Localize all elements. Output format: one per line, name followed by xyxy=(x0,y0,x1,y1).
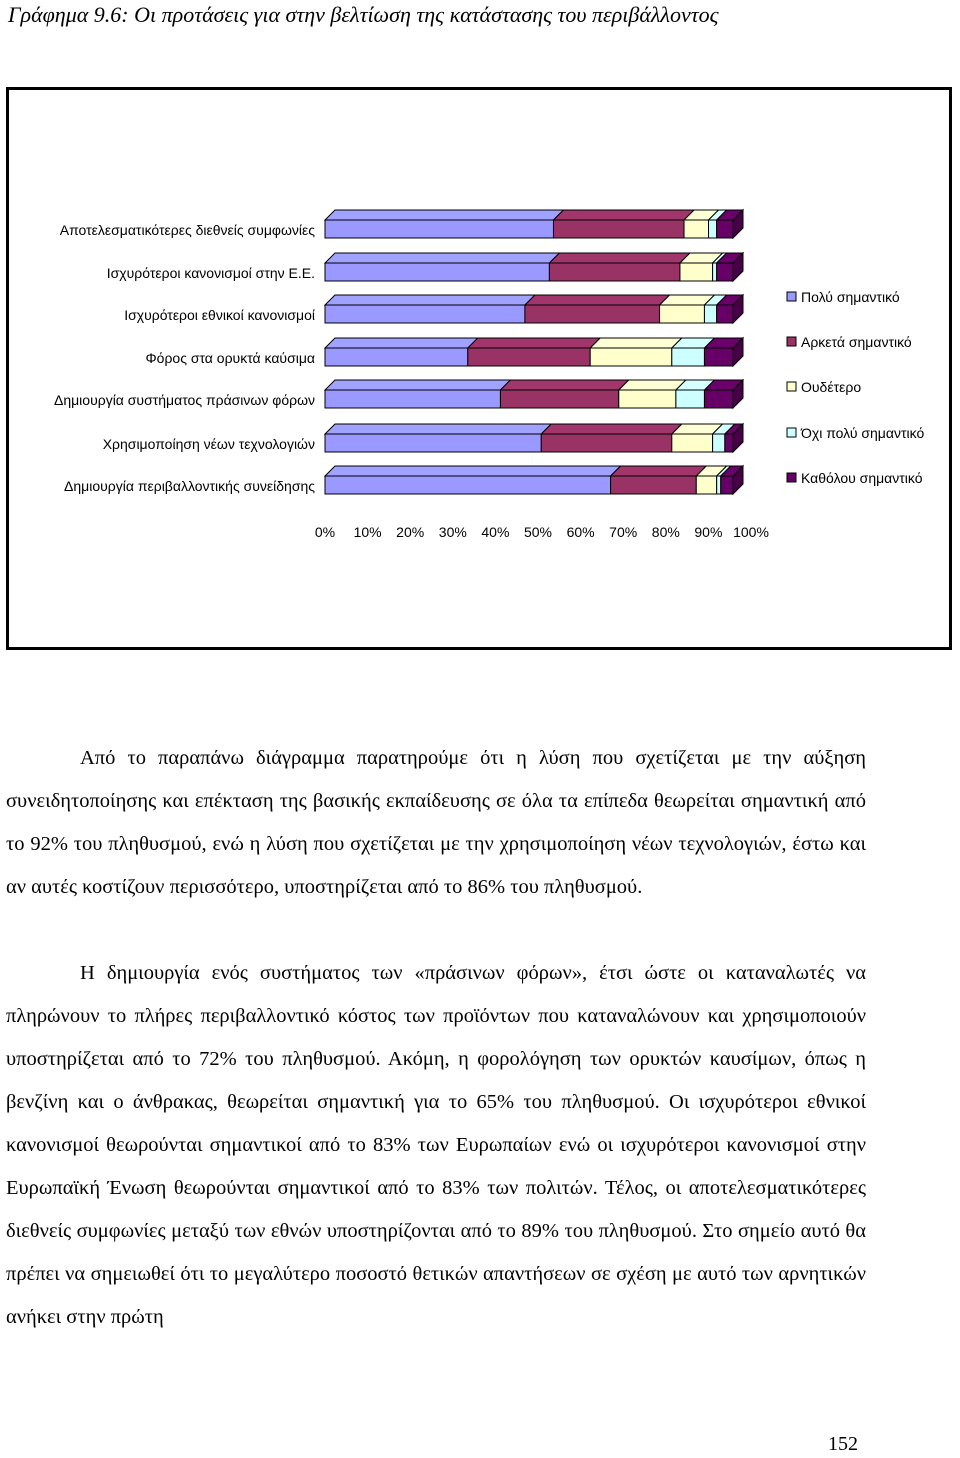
x-tick-label: 50% xyxy=(523,524,553,540)
legend-label: Καθόλου σημαντικό xyxy=(801,470,923,486)
bar-segment xyxy=(704,305,716,323)
x-tick-label: 10% xyxy=(353,524,382,540)
bar-segment xyxy=(717,220,733,238)
bar-segment-top xyxy=(325,466,621,476)
bar-segment-top xyxy=(500,380,628,390)
legend-swatch xyxy=(787,382,796,391)
bar-segment xyxy=(619,390,676,408)
figure-caption: Γράφημα 9.6: Οι προτάσεις για στην βελτίωση της κατάστασης του περιβάλλοντος xyxy=(8,2,719,27)
bar-segment xyxy=(680,263,713,281)
x-tick-label: 40% xyxy=(481,524,510,540)
bar-segment xyxy=(676,390,705,408)
paragraph-1-text: Από το παραπάνω διάγραμμα παρατηρούμε ότι η λύση που σχετίζεται με την αύξηση συνειδητοποίησης και επέκταση της βασικής εκπαίδευσης σε όλα τα επίπεδα θεωρείται σημαντική από το 92% του πληθυσμού, ενώ η λύση που σχετίζεται με την χρησιμοποίηση νέων τεχνολογιών, έστω και αν αυτές κοστίζουν περισσότερο, υποστηρίζεται από το 86% του πληθυσμού. xyxy=(6,747,866,898)
category-label: Δημιουργία περιβαλλοντικής συνείδησης xyxy=(64,478,315,494)
bar-segment xyxy=(717,263,733,281)
bar-segment-top xyxy=(549,253,690,263)
bar-segment-top xyxy=(590,338,682,348)
bar-segment xyxy=(500,390,618,408)
bar-segment-top xyxy=(325,253,559,263)
bar-segment-top xyxy=(325,338,478,348)
legend-swatch xyxy=(787,428,796,437)
legend-label: Αρκετά σημαντικό xyxy=(801,334,912,350)
bar-segment xyxy=(325,434,541,452)
bar-segment-top xyxy=(468,338,600,348)
bar-segment xyxy=(684,220,708,238)
bar-segment xyxy=(704,390,733,408)
bar-segment xyxy=(721,476,733,494)
bar-segment-top xyxy=(325,424,551,434)
bar-segment-top xyxy=(553,210,694,220)
bar-segment xyxy=(325,390,500,408)
bar-segment xyxy=(725,434,733,452)
bar-segment-top xyxy=(325,380,510,390)
legend-swatch xyxy=(787,337,796,346)
bar-segment-top xyxy=(325,295,535,305)
bar-segment xyxy=(325,263,549,281)
page-number: 152 xyxy=(828,1433,858,1455)
bar-segment xyxy=(468,348,590,366)
paragraph-2-text: Η δημιουργία ενός συστήματος των «πράσινων φόρων», έτσι ώστε οι καταναλωτές να πληρώνουν το πλήρες περιβαλλοντικό κόστος των προϊόντων που καταναλώνουν και χρησιμοποιούν υποστηρίζεται από το 72% του πληθυσμού. Ακόμη, η φορολόγηση των ορυκτών καυσίμων, όπως η βενζίνη και ο άνθρακας, θεωρείται σημαντική για το 65% του πληθυσμού. Οι ισχυρότεροι εθνικοί κανονισμοί θεωρούνται σημαντικοί από το 83% των Ευρωπαίων ενώ οι ισχυρότεροι κανονισμοί στην Ευρωπαϊκή Ένωση θεωρούνται σημαντικοί από το 83% των πολιτών. Τέλος, οι αποτελεσματικότερες διεθνείς συμφωνίες μεταξύ των εθνών υποστηρίζονται από το 89% του πληθυσμού. Στο σημείο αυτό θα πρέπει να σημειωθεί ότι το μεγαλύτερο ποσοστό θετικών απαντήσεων σε σχέση με αυτό των αρνητικών ανήκει στην πρώτη xyxy=(6,962,866,1328)
bar-segment xyxy=(325,348,468,366)
chart-frame xyxy=(6,87,952,650)
bar-segment xyxy=(549,263,680,281)
bar-segment xyxy=(672,434,713,452)
legend-label: Πολύ σημαντικό xyxy=(801,289,900,305)
bar-segment xyxy=(713,263,717,281)
bar-segment xyxy=(704,348,733,366)
bar-segment-top xyxy=(619,380,686,390)
bar-segment xyxy=(709,220,717,238)
bar-segment xyxy=(660,305,705,323)
bar-segment xyxy=(553,220,684,238)
bar-segment xyxy=(325,476,611,494)
paragraph-2 xyxy=(6,952,866,1339)
bar-segment xyxy=(325,305,525,323)
stacked-bar-chart xyxy=(9,90,955,653)
legend-swatch xyxy=(787,473,796,482)
bar-segment xyxy=(525,305,660,323)
bar-segment xyxy=(325,220,553,238)
x-tick-label: 30% xyxy=(438,524,467,540)
bar-segment xyxy=(590,348,672,366)
category-label: Αποτελεσματικότερες διεθνείς συμφωνίες xyxy=(59,222,315,238)
bar-segment xyxy=(717,476,721,494)
bar-segment xyxy=(717,305,733,323)
bar-segment-top xyxy=(541,424,682,434)
x-tick-label: 0% xyxy=(314,524,336,540)
x-tick-label: 70% xyxy=(609,524,638,540)
category-label: Φόρος στα ορυκτά καύσιμα xyxy=(145,350,315,366)
category-label: Ισχυρότεροι κανονισμοί στην Ε.Ε. xyxy=(106,265,315,281)
bar-segment-top xyxy=(525,295,670,305)
category-label: Ισχυρότεροι εθνικοί κανονισμοί xyxy=(124,307,315,323)
x-tick-label: 60% xyxy=(566,524,595,540)
legend-swatch xyxy=(787,292,796,301)
bar-segment xyxy=(713,434,725,452)
bar-segment xyxy=(672,348,705,366)
bar-segment xyxy=(611,476,697,494)
x-tick-label: 80% xyxy=(651,524,680,540)
legend-label: Όχι πολύ σημαντικό xyxy=(801,425,925,441)
x-tick-label: 20% xyxy=(396,524,425,540)
category-label: Χρησιμοποίηση νέων τεχνολογιών xyxy=(102,436,315,452)
bar-segment-top xyxy=(325,210,563,220)
paragraph-1 xyxy=(6,737,866,909)
x-tick-label: 90% xyxy=(694,524,723,540)
bar-segment-top xyxy=(611,466,707,476)
bar-segment xyxy=(696,476,716,494)
category-label: Δημιουργία συστήματος πράσινων φόρων xyxy=(53,392,315,408)
legend-label: Ουδέτερο xyxy=(801,379,862,395)
x-tick-label: 100% xyxy=(733,524,769,540)
bar-segment xyxy=(541,434,672,452)
